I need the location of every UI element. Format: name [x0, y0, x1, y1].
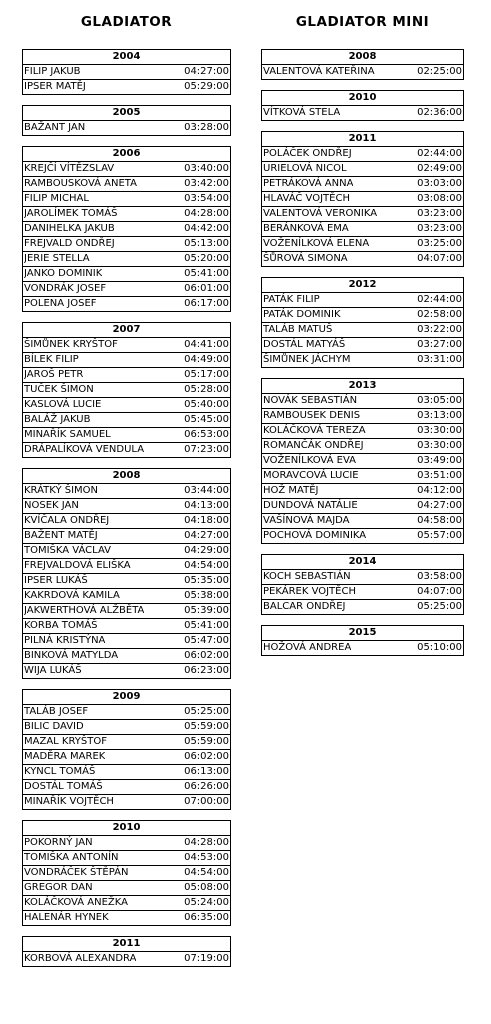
participant-name: FREJVALDOVÁ ELIŠKA	[24, 560, 131, 571]
result-row	[23, 735, 230, 750]
result-row	[23, 121, 230, 135]
finish-time: 04:07:00	[417, 586, 462, 597]
participant-name: VONDRÁČEK ŠTĚPÁN	[24, 867, 129, 878]
finish-time: 03:49:00	[417, 455, 462, 466]
finish-time: 04:29:00	[184, 545, 229, 556]
result-row	[262, 499, 463, 514]
participant-name: POKORNÝ JAN	[24, 837, 93, 848]
participant-name: BÍLEK FILIP	[24, 354, 79, 365]
result-row	[23, 338, 230, 353]
result-row	[23, 664, 230, 678]
participant-name: VONDRÁK JOSEF	[24, 283, 107, 294]
participant-name: POLENA JOSEF	[24, 298, 97, 309]
participant-name: DUNDOVÁ NATÁLIE	[263, 500, 358, 511]
participant-name: KORBOVÁ ALEXANDRA	[24, 953, 137, 964]
result-row	[23, 544, 230, 559]
year-heading: 2015	[262, 626, 463, 641]
finish-time: 07:00:00	[184, 796, 229, 807]
finish-time: 05:40:00	[184, 399, 229, 410]
finish-time: 03:54:00	[184, 193, 229, 204]
finish-time: 03:03:00	[417, 178, 462, 189]
participant-name: DRÁPALÍKOVÁ VENDULA	[24, 444, 145, 455]
participant-name: TALÁB MATUŠ	[263, 324, 333, 335]
result-row	[23, 428, 230, 443]
finish-time: 07:19:00	[184, 953, 229, 964]
result-row	[23, 851, 230, 866]
finish-time: 03:42:00	[184, 178, 229, 189]
participant-name: IPSER LUKÁŠ	[24, 575, 88, 586]
finish-time: 05:35:00	[184, 575, 229, 586]
participant-name: JERIE STELLA	[24, 253, 90, 264]
result-row	[23, 896, 230, 911]
finish-time: 03:22:00	[417, 324, 462, 335]
year-group-table	[261, 277, 464, 368]
result-row	[23, 634, 230, 649]
participant-name: FILIP MICHAL	[24, 193, 89, 204]
result-row	[23, 65, 230, 80]
finish-time: 05:24:00	[184, 897, 229, 908]
participant-name: BAŽENT MATĚJ	[24, 530, 98, 541]
result-row	[23, 177, 230, 192]
year-group-table	[22, 468, 231, 679]
result-row	[23, 866, 230, 881]
finish-time: 05:25:00	[417, 601, 462, 612]
year-group-table	[261, 378, 464, 544]
participant-name: VOŽENÍLKOVÁ EVA	[263, 455, 356, 466]
year-group-table	[22, 105, 231, 136]
result-row	[262, 585, 463, 600]
participant-name: PATÁK DOMINIK	[263, 309, 341, 320]
finish-time: 02:58:00	[417, 309, 462, 320]
finish-time: 03:31:00	[417, 354, 462, 365]
participant-name: DANIHELKA JAKUB	[24, 223, 115, 234]
participant-name: BALCAR ONDŘEJ	[263, 601, 346, 612]
participant-name: JANKO DOMINIK	[24, 268, 103, 279]
finish-time: 03:05:00	[417, 395, 462, 406]
year-heading: 2007	[23, 323, 230, 338]
participant-name: WIJA LUKÁŠ	[24, 665, 82, 676]
result-row	[262, 106, 463, 120]
finish-time: 05:41:00	[184, 620, 229, 631]
participant-name: URIELOVÁ NICOL	[263, 163, 347, 174]
result-row	[23, 750, 230, 765]
result-row	[23, 368, 230, 383]
finish-time: 03:51:00	[417, 470, 462, 481]
participant-name: JAROŠ PETR	[24, 369, 84, 380]
participant-name: TALÁB JOSEF	[24, 706, 89, 717]
year-group-table	[22, 322, 231, 458]
result-row	[262, 192, 463, 207]
finish-time: 03:25:00	[417, 238, 462, 249]
year-group-table	[261, 554, 464, 615]
result-row	[23, 192, 230, 207]
participant-name: JAKWERTHOVÁ ALŽBĚTA	[24, 605, 145, 616]
year-heading: 2004	[23, 50, 230, 65]
finish-time: 04:27:00	[417, 500, 462, 511]
finish-time: 03:40:00	[184, 163, 229, 174]
finish-time: 06:02:00	[184, 650, 229, 661]
result-row	[23, 574, 230, 589]
participant-name: POCHOVÁ DOMINIKA	[263, 530, 367, 541]
participant-name: RAMBOUSKOVÁ ANETA	[24, 178, 137, 189]
finish-time: 06:02:00	[184, 751, 229, 762]
result-row	[262, 162, 463, 177]
result-row	[23, 282, 230, 297]
participant-name: HLAVÁČ VOJTĚCH	[263, 193, 350, 204]
participant-name: MAZAL KRYŠTOF	[24, 736, 107, 747]
year-group-table	[22, 49, 231, 95]
finish-time: 03:28:00	[184, 122, 229, 133]
finish-time: 05:28:00	[184, 384, 229, 395]
finish-time: 03:13:00	[417, 410, 462, 421]
result-row	[23, 559, 230, 574]
gladiator-mini-title: GLADIATOR MINI	[295, 14, 430, 30]
participant-name: RAMBOUSEK DENIS	[263, 410, 361, 421]
result-row	[23, 881, 230, 896]
result-row	[262, 529, 463, 543]
participant-name: BALÁŽ JAKUB	[24, 414, 91, 425]
finish-time: 06:35:00	[184, 912, 229, 923]
finish-time: 06:23:00	[184, 665, 229, 676]
participant-name: MORAVCOVÁ LUCIE	[263, 470, 359, 481]
participant-name: GREGOR DAN	[24, 882, 93, 893]
result-row	[262, 424, 463, 439]
result-row	[23, 162, 230, 177]
result-row	[23, 353, 230, 368]
year-heading: 2011	[262, 132, 463, 147]
participant-name: KAKRDOVÁ KAMILA	[24, 590, 120, 601]
result-row	[23, 765, 230, 780]
result-row	[262, 353, 463, 367]
result-row	[23, 619, 230, 634]
result-row	[23, 484, 230, 499]
result-row	[262, 65, 463, 79]
result-row	[23, 398, 230, 413]
finish-time: 05:59:00	[184, 736, 229, 747]
result-row	[262, 308, 463, 323]
participant-name: TUČEK ŠIMON	[24, 384, 94, 395]
year-heading: 2010	[23, 821, 230, 836]
result-row	[23, 705, 230, 720]
finish-time: 06:53:00	[184, 429, 229, 440]
gladiator-mini-column	[261, 0, 464, 666]
participant-name: KOLÁČKOVÁ TEREZA	[263, 425, 366, 436]
finish-time: 04:12:00	[417, 485, 462, 496]
gladiator-column	[22, 0, 231, 977]
participant-name: BILIC DAVID	[24, 721, 84, 732]
result-row	[23, 514, 230, 529]
result-row	[262, 222, 463, 237]
year-heading: 2005	[23, 106, 230, 121]
result-row	[23, 836, 230, 851]
result-row	[23, 80, 230, 94]
finish-time: 05:13:00	[184, 238, 229, 249]
participant-name: KREJČÍ VÍTĚZSLAV	[24, 163, 115, 174]
participant-name: KYNCL TOMÁŠ	[24, 766, 96, 777]
result-row	[262, 454, 463, 469]
participant-name: ROMANČÁK ONDŘEJ	[263, 440, 364, 451]
result-row	[23, 780, 230, 795]
result-row	[23, 499, 230, 514]
result-row	[23, 443, 230, 457]
result-row	[262, 252, 463, 266]
finish-time: 05:41:00	[184, 268, 229, 279]
participant-name: PILNÁ KRISTÝNA	[24, 635, 106, 646]
finish-time: 03:30:00	[417, 440, 462, 451]
result-row	[23, 383, 230, 398]
finish-time: 04:27:00	[184, 66, 229, 77]
year-heading: 2008	[23, 469, 230, 484]
result-row	[23, 207, 230, 222]
finish-time: 05:39:00	[184, 605, 229, 616]
result-row	[262, 207, 463, 222]
participant-name: BERÁNKOVÁ EMA	[263, 223, 349, 234]
finish-time: 05:25:00	[184, 706, 229, 717]
result-row	[23, 952, 230, 966]
result-row	[23, 911, 230, 925]
participant-name: TOMIŠKA VÁCLAV	[24, 545, 111, 556]
result-row	[262, 409, 463, 424]
finish-time: 05:59:00	[184, 721, 229, 732]
finish-time: 05:57:00	[417, 530, 462, 541]
result-row	[262, 394, 463, 409]
participant-name: PEKÁREK VOJTĚCH	[263, 586, 356, 597]
participant-name: PATÁK FILIP	[263, 294, 320, 305]
finish-time: 05:38:00	[184, 590, 229, 601]
participant-name: DOSTÁL MATYÁŠ	[263, 339, 346, 350]
participant-name: VOŽENÍLKOVÁ ELENA	[263, 238, 370, 249]
finish-time: 04:13:00	[184, 500, 229, 511]
finish-time: 04:42:00	[184, 223, 229, 234]
participant-name: HALENÁR HYNEK	[24, 912, 109, 923]
finish-time: 04:27:00	[184, 530, 229, 541]
participant-name: KVÍČALA ONDŘEJ	[24, 515, 110, 526]
year-group-table	[22, 146, 231, 312]
result-row	[23, 413, 230, 428]
finish-time: 03:08:00	[417, 193, 462, 204]
finish-time: 04:49:00	[184, 354, 229, 365]
year-heading: 2011	[23, 937, 230, 952]
year-group-table	[261, 131, 464, 267]
year-group-table	[261, 49, 464, 80]
year-heading: 2014	[262, 555, 463, 570]
finish-time: 06:13:00	[184, 766, 229, 777]
result-row	[23, 795, 230, 809]
result-row	[23, 252, 230, 267]
finish-time: 03:23:00	[417, 208, 462, 219]
finish-time: 04:54:00	[184, 560, 229, 571]
result-row	[262, 293, 463, 308]
finish-time: 02:44:00	[417, 294, 462, 305]
year-heading: 2013	[262, 379, 463, 394]
participant-name: KOCH SEBASTIÁN	[263, 571, 351, 582]
result-row	[23, 529, 230, 544]
result-row	[23, 267, 230, 282]
result-row	[262, 439, 463, 454]
participant-name: NOSEK JAN	[24, 500, 79, 511]
result-row	[23, 720, 230, 735]
result-row	[23, 222, 230, 237]
year-group-table	[22, 936, 231, 967]
result-row	[23, 604, 230, 619]
year-heading: 2012	[262, 278, 463, 293]
participant-name: KORBA TOMÁŠ	[24, 620, 98, 631]
participant-name: JAROLÍMEK TOMÁŠ	[24, 208, 118, 219]
participant-name: MADĚRA MAREK	[24, 751, 106, 762]
finish-time: 04:53:00	[184, 852, 229, 863]
participant-name: DOSTÁL TOMÁŠ	[24, 781, 103, 792]
participant-name: VALENTOVÁ VERONIKA	[263, 208, 378, 219]
finish-time: 07:23:00	[184, 444, 229, 455]
participant-name: POLÁČEK ONDŘEJ	[263, 148, 352, 159]
finish-time: 05:08:00	[184, 882, 229, 893]
year-heading: 2008	[262, 50, 463, 65]
year-group-table	[261, 625, 464, 656]
finish-time: 04:28:00	[184, 208, 229, 219]
year-group-table	[22, 689, 231, 810]
participant-name: MINAŘÍK SAMUEL	[24, 429, 111, 440]
result-row	[262, 570, 463, 585]
result-row	[262, 469, 463, 484]
finish-time: 04:54:00	[184, 867, 229, 878]
gladiator-mini-groups	[261, 49, 464, 656]
finish-time: 06:17:00	[184, 298, 229, 309]
year-heading: 2010	[262, 91, 463, 106]
participant-name: KRÁTKÝ ŠIMON	[24, 485, 99, 496]
finish-time: 04:28:00	[184, 837, 229, 848]
finish-time: 05:29:00	[184, 81, 229, 92]
participant-name: PETRÁKOVÁ ANNA	[263, 178, 354, 189]
participant-name: FREJVALD ONDŘEJ	[24, 238, 115, 249]
finish-time: 06:26:00	[184, 781, 229, 792]
finish-time: 05:47:00	[184, 635, 229, 646]
result-row	[262, 514, 463, 529]
finish-time: 03:27:00	[417, 339, 462, 350]
participant-name: FILIP JAKUB	[24, 66, 81, 77]
participant-name: MINAŘÍK VOJTĚCH	[24, 796, 114, 807]
result-row	[262, 177, 463, 192]
result-row	[23, 237, 230, 252]
finish-time: 06:01:00	[184, 283, 229, 294]
participant-name: IPSER MATĚJ	[24, 81, 86, 92]
participant-name: ŠIMŮNEK KRYŠTOF	[24, 339, 118, 350]
participant-name: VAŠÍNOVÁ MAJDA	[263, 515, 350, 526]
gladiator-title: GLADIATOR	[80, 14, 173, 30]
participant-name: HOŽOVÁ ANDREA	[263, 642, 352, 653]
result-row	[262, 338, 463, 353]
finish-time: 03:44:00	[184, 485, 229, 496]
participant-name: HOŽ MATĚJ	[263, 485, 319, 496]
result-row	[262, 147, 463, 162]
participant-name: ŠŮROVÁ SIMONA	[263, 253, 348, 264]
year-group-table	[261, 90, 464, 121]
finish-time: 04:58:00	[417, 515, 462, 526]
result-row	[23, 589, 230, 604]
participant-name: ŠIMŮNEK JÁCHYM	[263, 354, 351, 365]
result-row	[262, 484, 463, 499]
participant-name: VALENTOVÁ KATEŘINA	[263, 66, 375, 77]
finish-time: 04:41:00	[184, 339, 229, 350]
finish-time: 02:36:00	[417, 107, 462, 118]
participant-name: KOLÁČKOVÁ ANEŽKA	[24, 897, 128, 908]
finish-time: 05:45:00	[184, 414, 229, 425]
participant-name: VÍTKOVÁ STELA	[263, 107, 341, 118]
finish-time: 04:07:00	[417, 253, 462, 264]
finish-time: 04:18:00	[184, 515, 229, 526]
result-row	[23, 297, 230, 311]
finish-time: 03:30:00	[417, 425, 462, 436]
finish-time: 03:58:00	[417, 571, 462, 582]
participant-name: BINKOVÁ MATYLDA	[24, 650, 119, 661]
participant-name: TOMIŠKA ANTONÍN	[24, 852, 119, 863]
finish-time: 02:25:00	[417, 66, 462, 77]
finish-time: 03:23:00	[417, 223, 462, 234]
participant-name: KASLOVÁ LUCIE	[24, 399, 102, 410]
result-row	[23, 649, 230, 664]
result-row	[262, 641, 463, 655]
year-heading: 2009	[23, 690, 230, 705]
finish-time: 05:17:00	[184, 369, 229, 380]
result-row	[262, 323, 463, 338]
year-heading: 2006	[23, 147, 230, 162]
result-row	[262, 237, 463, 252]
finish-time: 05:20:00	[184, 253, 229, 264]
gladiator-groups	[22, 49, 231, 967]
participant-name: BAŽANT JAN	[24, 122, 86, 133]
participant-name: NOVÁK SEBASTIÁN	[263, 395, 358, 406]
year-group-table	[22, 820, 231, 926]
result-row	[262, 600, 463, 614]
finish-time: 02:44:00	[417, 148, 462, 159]
finish-time: 05:10:00	[417, 642, 462, 653]
finish-time: 02:49:00	[417, 163, 462, 174]
